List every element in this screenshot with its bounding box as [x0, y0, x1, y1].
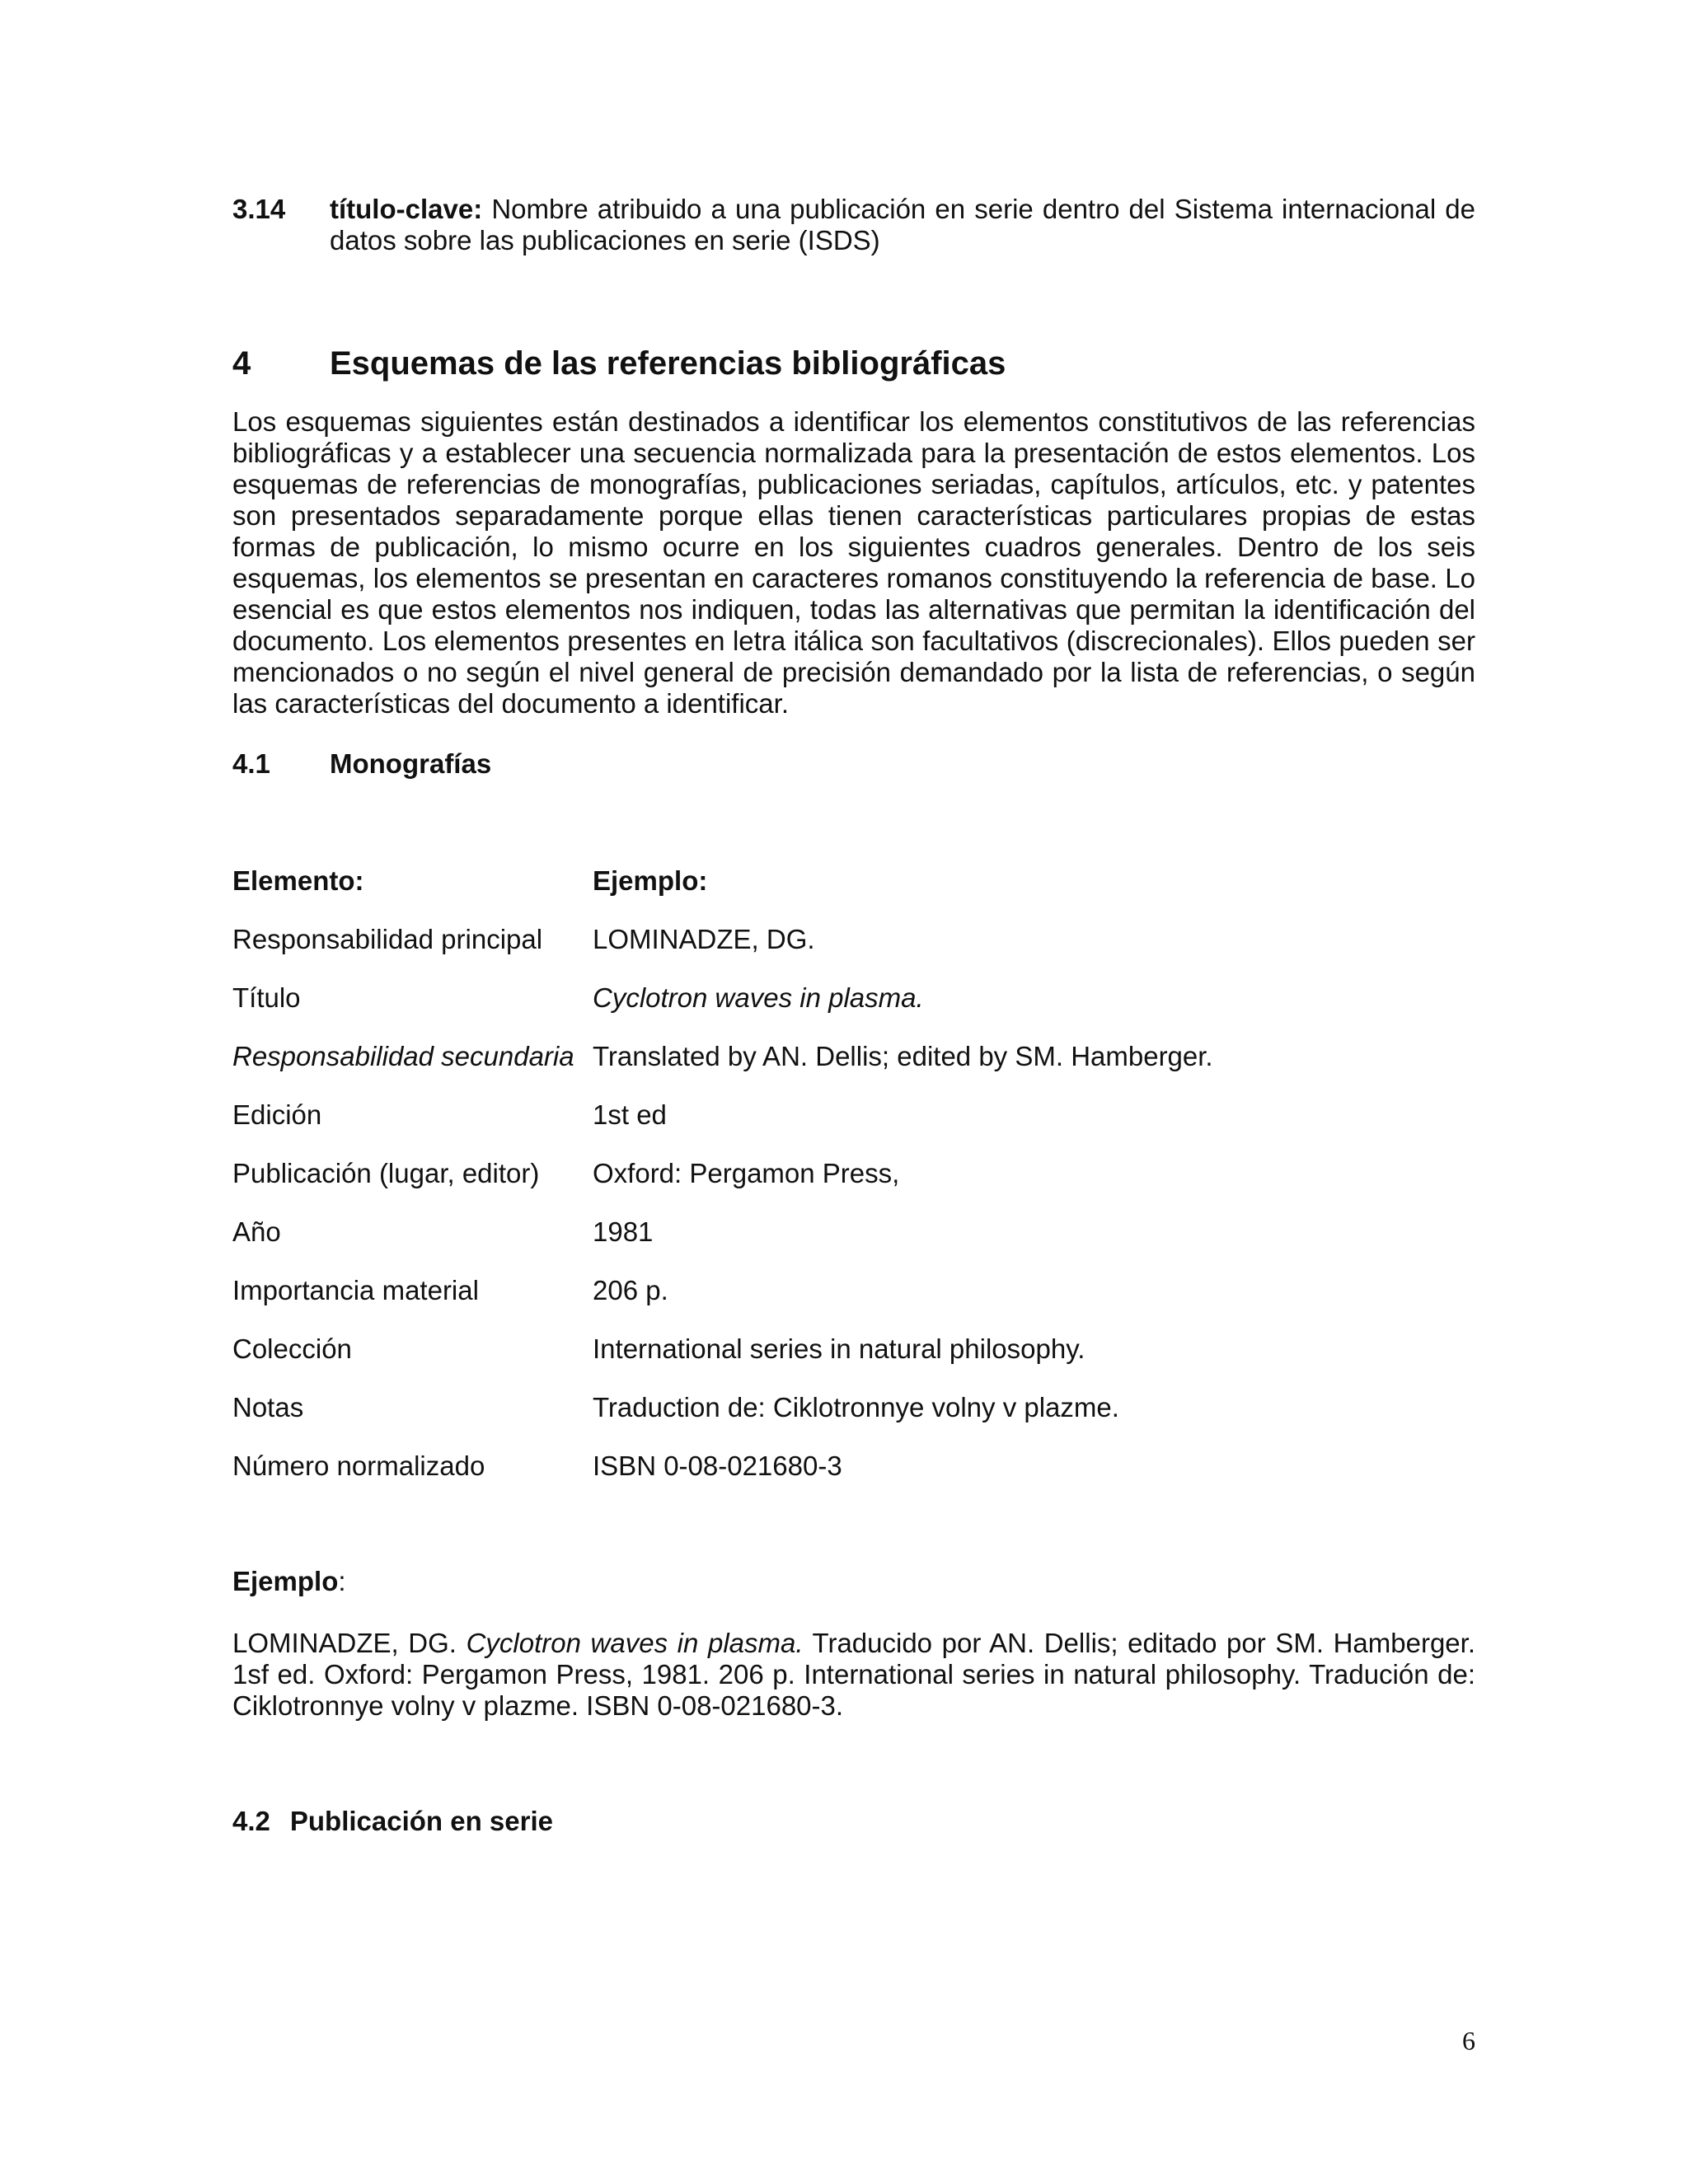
- table-row: [232, 982, 1386, 1041]
- table-header-row: [232, 865, 1386, 924]
- table-row: [232, 1451, 1386, 1509]
- section-4-2-title: Publicación en serie: [289, 1806, 553, 1836]
- example-label-colon: :: [338, 1566, 346, 1596]
- element-cell: Colección: [232, 1333, 352, 1364]
- element-cell: Publicación (lugar, editor): [232, 1158, 540, 1188]
- example-cell: 1st ed: [593, 1099, 667, 1130]
- example-author: LOMINADZE, DG.: [232, 1628, 467, 1658]
- section-4-2-number: 4.2: [232, 1806, 270, 1836]
- element-cell: Responsabilidad secundaria: [232, 1041, 574, 1071]
- example-rest: Traducido por AN. Dellis; editado por SM. Hamberger. 1sf ed. Oxford: Pergamon Press, 1981. 206 p. International series in natural philosophy. Tradución de: Ciklotronnye volny v plazme. ISBN 0-08-021680-3.: [232, 1628, 1476, 1721]
- example-cell: ISBN 0-08-021680-3: [593, 1451, 842, 1481]
- section-4-1-number: 4.1: [232, 748, 270, 779]
- example-cell: Translated by AN. Dellis; edited by SM. Hamberger.: [593, 1041, 1213, 1071]
- example-cell: Oxford: Pergamon Press,: [593, 1158, 900, 1188]
- example-reference: [232, 1628, 1475, 1722]
- element-cell: Número normalizado: [232, 1451, 485, 1481]
- element-cell: Año: [232, 1216, 281, 1247]
- table-row: [232, 1216, 1386, 1275]
- definition-body: [330, 194, 1475, 256]
- section-4-paragraph: Los esquemas siguientes están destinados a identificar los elementos constitutivos de las referencias bibliográficas y a establecer una secuencia normalizada para la presentación de estos elementos. Los esquemas de referencias de monografías, publicaciones seriadas, capítulos, artículos, etc. y patentes son presentados separadamente porque ellas tienen características particulares propias de estas formas de publicación, lo mismo ocurre en los siguientes cuadros generales. Dentro de los seis esquemas, los elementos se presentan en caracteres romanos constituyendo la referencia de base. Lo esencial es que estos elementos nos indiquen, todas las alternativas que permitan la identificación del documento. Los elementos presentes en letra itálica son facultativos (discrecionales). Ellos pueden ser mencionados o no según el nivel general de precisión demandado por la lista de referencias, o según las características del documento a identificar.: [232, 406, 1475, 719]
- monograph-elements-table: [232, 865, 1386, 1509]
- definition-number: 3.14: [232, 194, 286, 224]
- table-row: [232, 1275, 1386, 1333]
- table-row: [232, 1392, 1386, 1451]
- example-label-text: Ejemplo: [232, 1566, 339, 1596]
- element-cell: Importancia material: [232, 1275, 479, 1305]
- example-cell: Traduction de: Ciklotronnye volny v plazme.: [593, 1392, 1119, 1422]
- definition-term: título-clave:: [330, 194, 483, 224]
- example-cell: 206 p.: [593, 1275, 668, 1305]
- page-number: 6: [1462, 2026, 1475, 2055]
- example-label: [232, 1566, 346, 1597]
- element-cell: Edición: [232, 1099, 322, 1130]
- element-cell: Responsabilidad principal: [232, 924, 543, 954]
- header-element: Elemento:: [232, 865, 364, 896]
- section-4-1-title: Monografías: [330, 748, 492, 779]
- table-row: [232, 1041, 1386, 1099]
- definition-text: Nombre atribuido a una publicación en serie dentro del Sistema internacional de datos sobre las publicaciones en serie (ISDS): [330, 194, 1475, 255]
- table-row: [232, 924, 1386, 982]
- table-row: [232, 1158, 1386, 1216]
- section-4-2-heading: [232, 1806, 553, 1837]
- table-row: [232, 1333, 1386, 1392]
- example-cell: LOMINADZE, DG.: [593, 924, 815, 954]
- section-4-title: Esquemas de las referencias bibliográficas: [330, 345, 1006, 382]
- example-cell: Cyclotron waves in plasma.: [593, 982, 924, 1013]
- element-cell: Título: [232, 982, 301, 1013]
- section-4-number: 4: [232, 345, 251, 382]
- example-title: Cyclotron waves in plasma.: [466, 1628, 804, 1658]
- element-cell: Notas: [232, 1392, 304, 1422]
- example-cell: International series in natural philosophy.: [593, 1333, 1085, 1364]
- header-example: Ejemplo:: [593, 865, 708, 896]
- example-cell: 1981: [593, 1216, 654, 1247]
- table-row: [232, 1099, 1386, 1158]
